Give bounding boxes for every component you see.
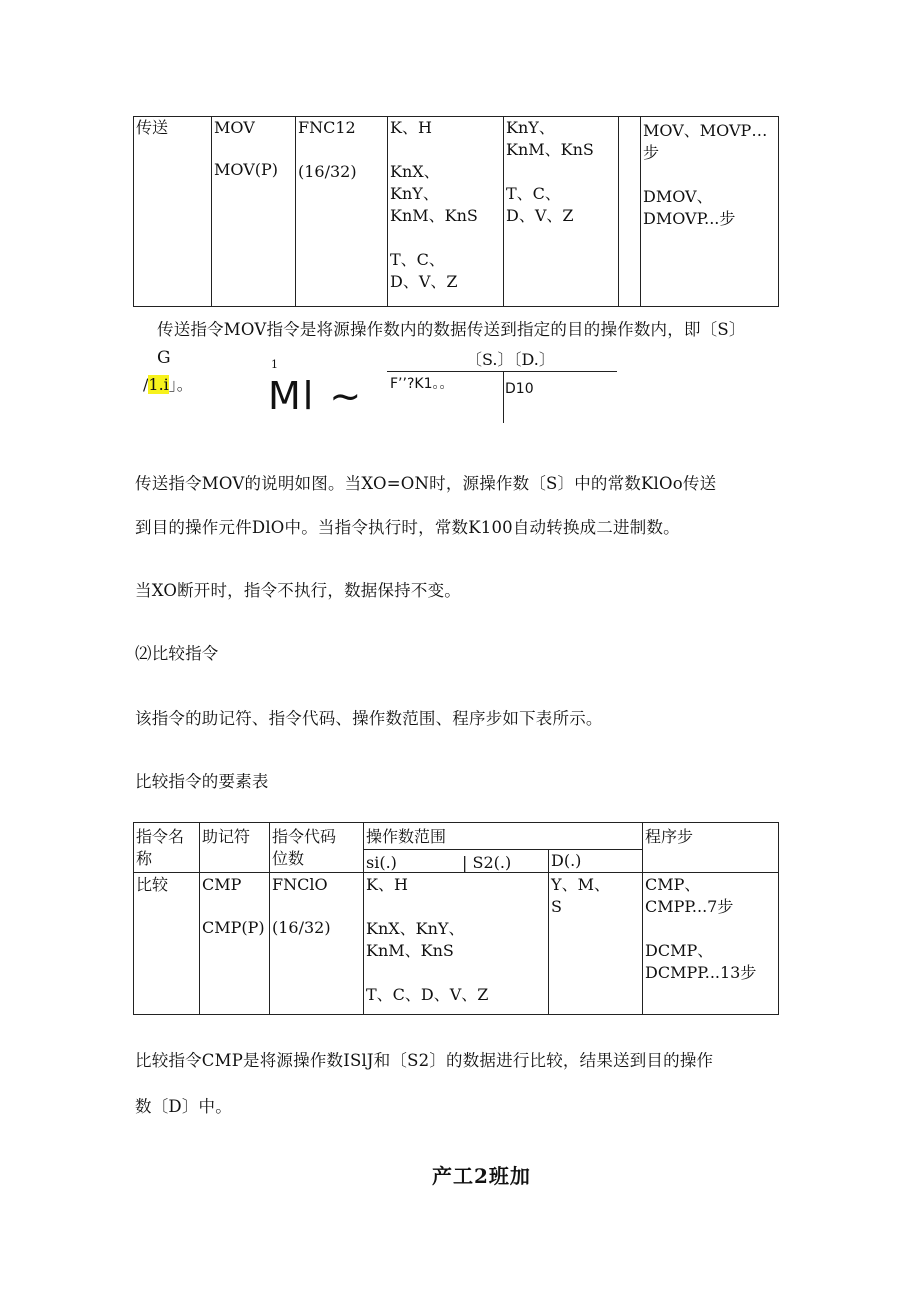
footer-label: 产工2班加 xyxy=(432,1164,531,1188)
mov-cell-dest-range: KnY、 KnM、KnS T、C、 D、V、Z xyxy=(506,118,594,225)
ladder-operand-header: 〔S.〕〔D.〕 xyxy=(466,350,555,369)
paragraph-mov-explain-2: 到目的操作元件DlO中。当指令执行时，常数K100自动转换成二进制数。 xyxy=(135,518,680,537)
cmp-cell-bits: (16/32) xyxy=(272,918,331,937)
cmp-cell-code: FNClO xyxy=(272,875,328,894)
paragraph-cmp-explain-1: 比较指令CMP是将源操作数ISlJ和〔S2〕的数据进行比较，结果送到目的操作 xyxy=(135,1051,714,1070)
mov-cell-mnemonic-p: MOV(P) xyxy=(214,160,279,179)
cmp-cell-dest-range: Y、M、 S xyxy=(551,875,610,916)
paragraph-mov-explain-1: 传送指令MOV的说明如图。当XO=ON时，源操作数〔S〕中的常数KlOo传送 xyxy=(135,474,717,493)
mov-cell-mnemonic: MOV xyxy=(214,118,255,137)
cmp-cell-name: 比较 xyxy=(136,875,169,894)
table-caption-compare: 比较指令的要素表 xyxy=(135,772,269,791)
mov-cell-bits: (16/32) xyxy=(298,162,357,181)
cmp-header-d: D(.) xyxy=(551,851,582,870)
cmp-header-s2: | S2(.) xyxy=(462,853,512,872)
ladder-dest-cell: D10 xyxy=(505,381,534,397)
paragraph-mov-explain-3: 当XO断开时，指令不执行，数据保持不变。 xyxy=(135,581,461,600)
mov-cell-source-range: K、H KnX、 KnY、 KnM、KnS T、C、 D、V、Z xyxy=(390,118,478,291)
cmp-header-code: 指令代码 位数 xyxy=(272,827,337,868)
ladder-small-one: 1 xyxy=(271,358,278,371)
paragraph-cmp-explain-2: 数〔D〕中。 xyxy=(135,1097,232,1116)
ladder-g-label: G xyxy=(157,348,171,368)
ladder-instruction-text: Ml ~ xyxy=(268,374,364,418)
cmp-cell-mnemonic-p: CMP(P) xyxy=(202,918,265,937)
mov-cell-steps: MOV、MOVP… 步 DMOV、 DMOVP...步 xyxy=(643,121,768,228)
section-heading-compare: ⑵比较指令 xyxy=(135,644,219,663)
paragraph-compare-intro: 该指令的助记符、指令代码、操作数范围、程序步如下表所示。 xyxy=(135,709,603,728)
cmp-cell-mnemonic: CMP xyxy=(202,875,242,894)
cmp-header-mnemonic: 助记符 xyxy=(202,827,251,846)
cmp-cell-steps: CMP、 CMPP...7步 DCMP、 DCMPP...13步 xyxy=(645,875,757,982)
mov-cell-code: FNC12 xyxy=(298,118,356,137)
mov-cell-name: 传送 xyxy=(136,118,169,137)
cmp-header-s1: si(.) xyxy=(366,853,397,872)
cmp-header-steps: 程序步 xyxy=(645,827,694,846)
mov-description: 传送指令MOV指令是将源操作数内的数据传送到指定的目的操作数内，即〔S〕 xyxy=(157,320,746,339)
cmp-header-name: 指令名 称 xyxy=(136,827,185,868)
ladder-source-cell: F’’?K1。。 xyxy=(390,376,454,392)
cmp-header-range: 操作数范围 xyxy=(366,827,447,846)
cmp-cell-source-range: K、H KnX、KnY、 KnM、KnS T、C、D、V、Z xyxy=(366,875,489,1004)
ladder-left-contact: /1.i」。 xyxy=(143,375,193,394)
